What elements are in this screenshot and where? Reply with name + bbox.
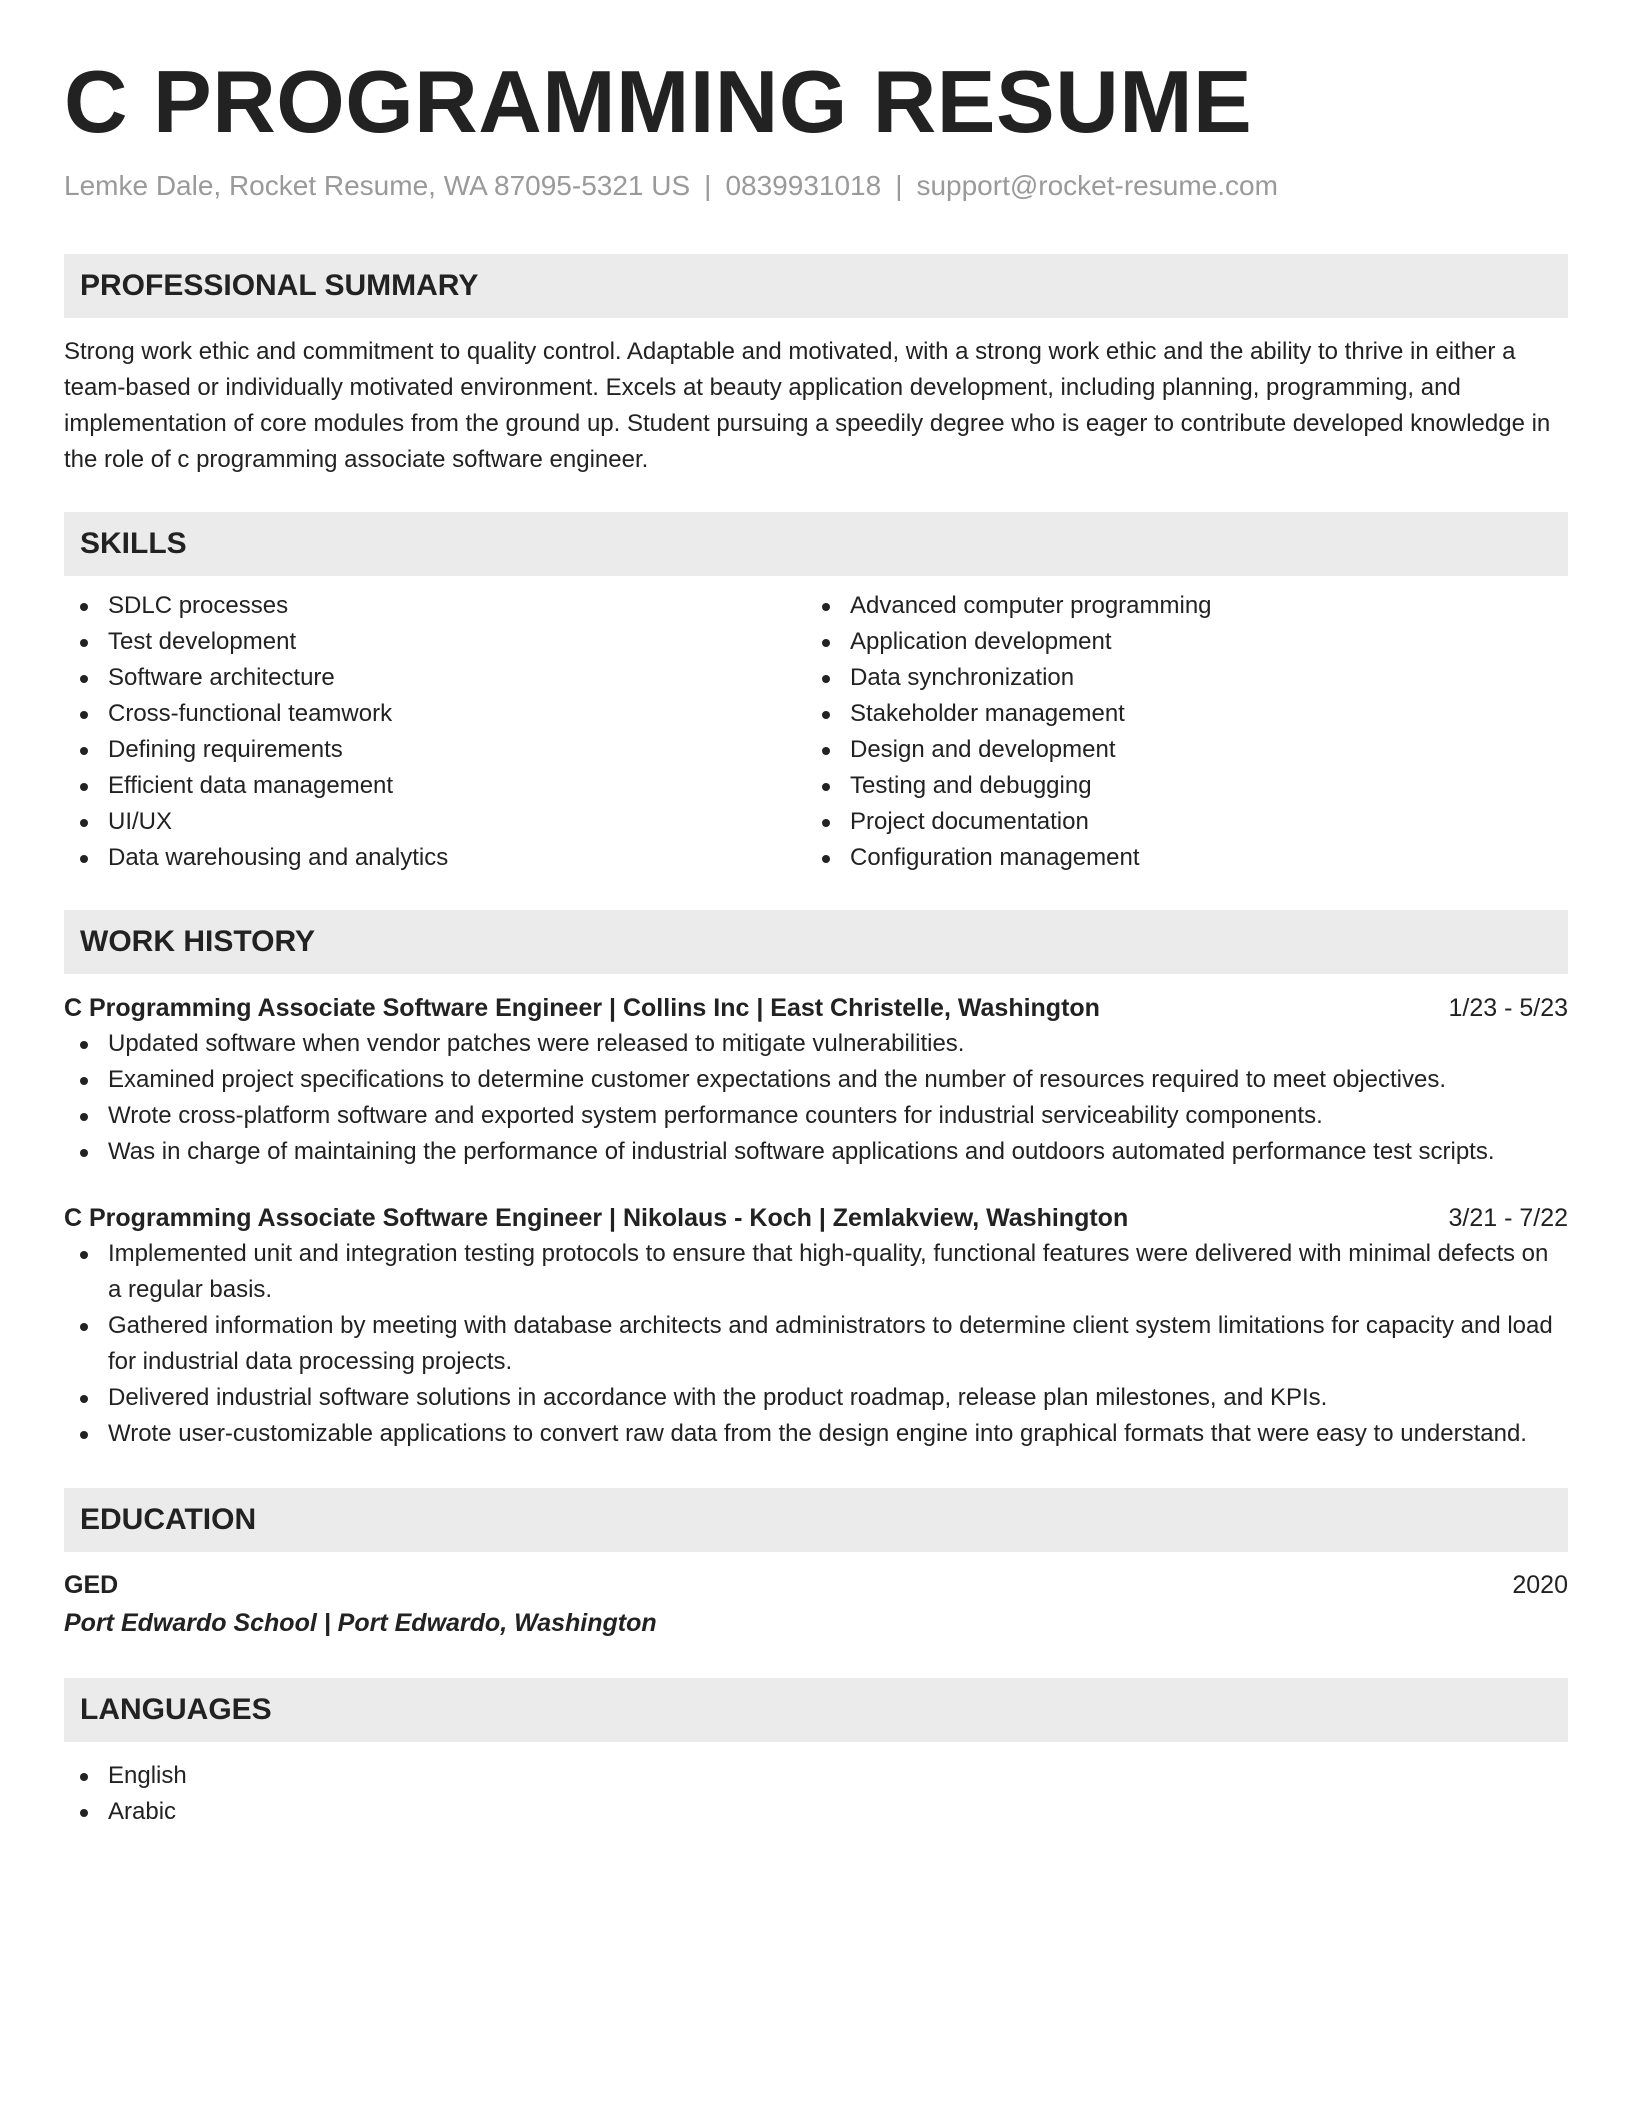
contact-address: Lemke Dale, Rocket Resume, WA 87095-5321 US (64, 170, 691, 201)
section-heading-work: WORK HISTORY (64, 910, 1568, 974)
section-heading-summary: PROFESSIONAL SUMMARY (64, 254, 1568, 318)
skill-item: Design and development (806, 732, 1548, 768)
skill-item: Application development (806, 624, 1548, 660)
job-bullet: Gathered information by meeting with database architects and administrators to determine client system limitations for capacity and load for industrial data processing projects. (64, 1308, 1568, 1380)
skill-item: Data warehousing and analytics (64, 840, 806, 876)
job-entry (64, 1200, 1568, 1452)
job-dates: 1/23 - 5/23 (1448, 994, 1568, 1022)
job-bullet: Implemented unit and integration testing protocols to ensure that high-quality, functional features were delivered with minimal defects on a regular basis. (64, 1236, 1568, 1308)
job-bullet: Delivered industrial software solutions in accordance with the product roadmap, release plan milestones, and KPIs. (64, 1380, 1568, 1416)
skill-item: Stakeholder management (806, 696, 1548, 732)
job-bullet: Examined project specifications to determine customer expectations and the number of resources required to meet objectives. (64, 1062, 1568, 1098)
contact-phone: 0839931018 (725, 170, 882, 201)
contact-email[interactable]: support@rocket-resume.com (916, 170, 1278, 201)
skill-item: Advanced computer programming (806, 588, 1548, 624)
contact-separator: | (704, 170, 712, 201)
skill-item: Cross-functional teamwork (64, 696, 806, 732)
job-bullet: Wrote cross-platform software and exported system performance counters for industrial serviceability components. (64, 1098, 1568, 1134)
job-entry (64, 990, 1568, 1170)
skill-item: Configuration management (806, 840, 1548, 876)
skills-column-left (64, 588, 806, 876)
skill-item: Efficient data management (64, 768, 806, 804)
education-header (64, 1566, 1568, 1604)
resume-title: C PROGRAMMING RESUME (64, 52, 1253, 151)
skill-item: Testing and debugging (806, 768, 1548, 804)
education-degree: GED (64, 1571, 119, 1599)
education-year: 2020 (1512, 1571, 1568, 1599)
job-bullet: Wrote user-customizable applications to convert raw data from the design engine into graphical formats that were easy to understand. (64, 1416, 1568, 1452)
language-item: Arabic (64, 1794, 1568, 1830)
job-bullet: Was in charge of maintaining the performance of industrial software applications and outdoors automated performance test scripts. (64, 1134, 1568, 1170)
language-item: English (64, 1758, 1568, 1794)
education-school: Port Edwardo School | Port Edwardo, Washington (64, 1609, 657, 1637)
job-header (64, 1200, 1568, 1236)
summary-text: Strong work ethic and commitment to quality control. Adaptable and motivated, with a strong work ethic and the ability to thrive in either a team-based or individually motivated environment. Excels at beauty application development, including planning, programming, and implementation of core modules from the ground up. Student pursuing a speedily degree who is eager to contribute developed knowledge in the role of c programming associate software engineer. (64, 338, 1551, 473)
skill-item: Test development (64, 624, 806, 660)
skills-list (64, 588, 1568, 876)
skill-item: Software architecture (64, 660, 806, 696)
skill-item: Defining requirements (64, 732, 806, 768)
skill-item: SDLC processes (64, 588, 806, 624)
skill-item: Data synchronization (806, 660, 1548, 696)
section-heading-languages: LANGUAGES (64, 1678, 1568, 1742)
skills-column-right (806, 588, 1548, 876)
skill-item: Project documentation (806, 804, 1548, 840)
section-heading-education: EDUCATION (64, 1488, 1568, 1552)
job-dates: 3/21 - 7/22 (1448, 1204, 1568, 1232)
skill-item: UI/UX (64, 804, 806, 840)
contact-line (64, 168, 1568, 204)
job-bullets (64, 1026, 1568, 1170)
job-title: C Programming Associate Software Engineer | Collins Inc | East Christelle, Washington (64, 994, 1100, 1022)
languages-list (64, 1758, 1568, 1830)
job-header (64, 990, 1568, 1026)
job-bullets (64, 1236, 1568, 1452)
contact-separator: | (895, 170, 903, 201)
job-bullet: Updated software when vendor patches were released to mitigate vulnerabilities. (64, 1026, 1568, 1062)
job-title: C Programming Associate Software Engineer | Nikolaus - Koch | Zemlakview, Washington (64, 1204, 1129, 1232)
section-heading-skills: SKILLS (64, 512, 1568, 576)
